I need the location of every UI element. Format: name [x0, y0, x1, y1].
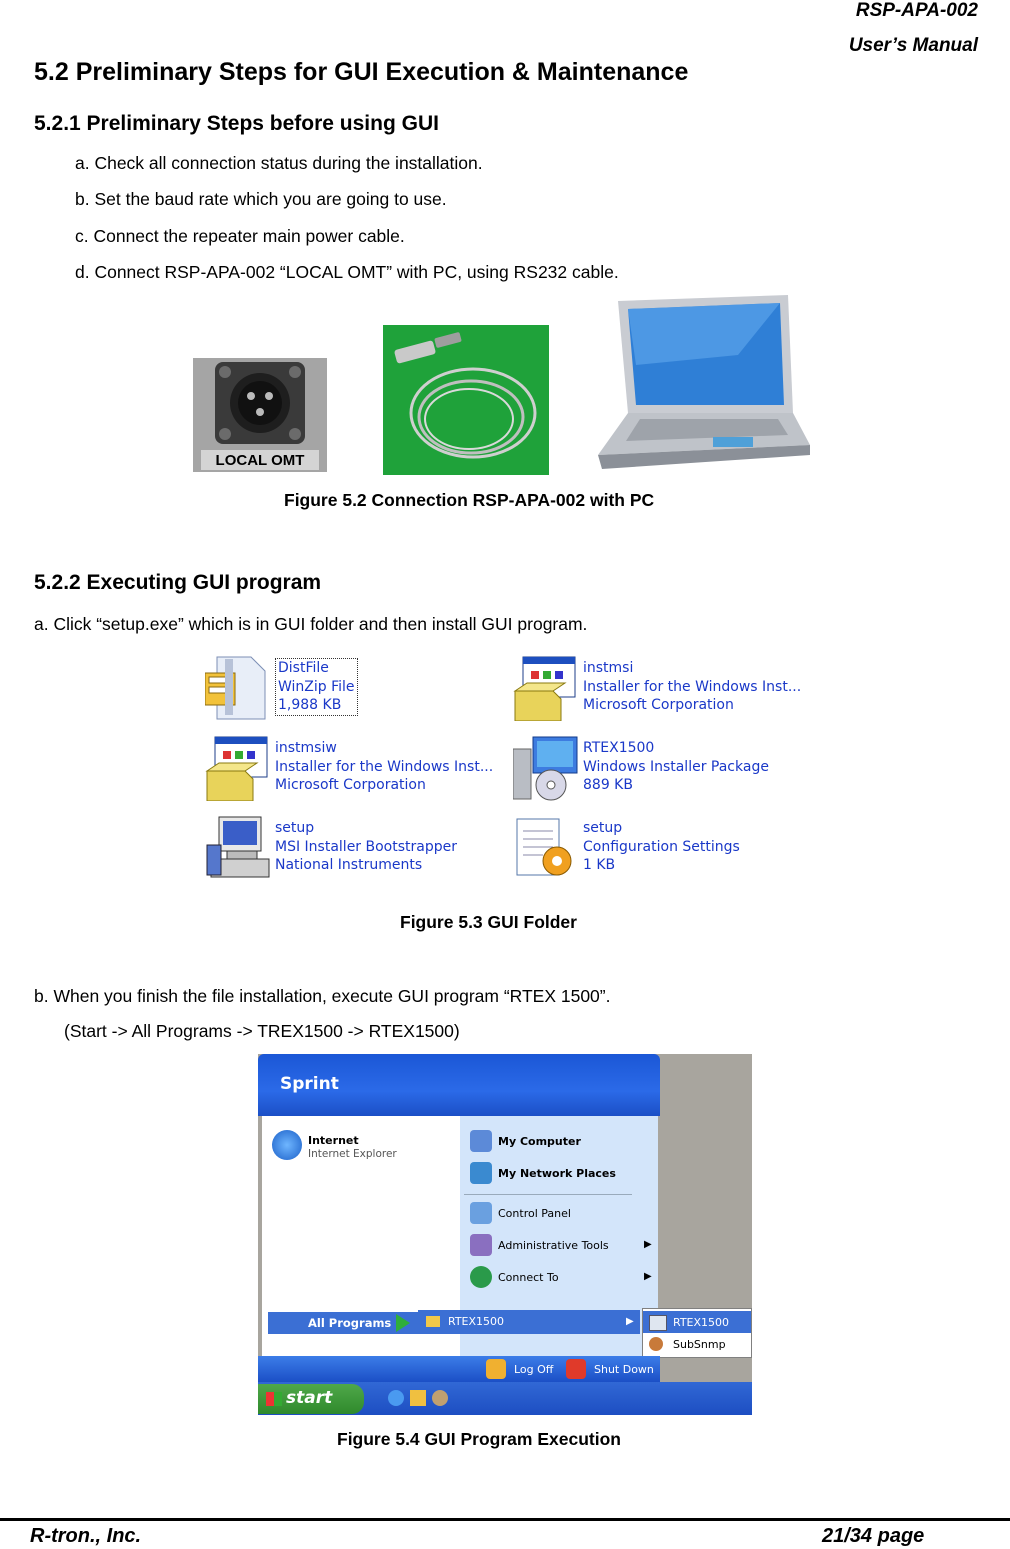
file-size: 889 KB — [583, 777, 633, 793]
file-company: Microsoft Corporation — [583, 697, 734, 713]
ie-quicklaunch-icon[interactable] — [388, 1390, 404, 1406]
setup-computer-icon — [205, 815, 271, 881]
all-programs-label: All Programs — [308, 1316, 392, 1330]
log-off-icon — [486, 1359, 506, 1379]
submenu-subsnmp[interactable]: SubSnmp — [673, 1338, 726, 1351]
file-company: Microsoft Corporation — [275, 777, 426, 793]
file-type: Windows Installer Package — [583, 758, 769, 775]
figure-5-2-caption: Figure 5.2 Connection RSP-APA-002 with PC — [284, 490, 655, 510]
chevron-right-icon: ▶ — [626, 1316, 634, 1327]
program-submenu — [642, 1308, 752, 1358]
subsnmp-icon — [649, 1337, 663, 1351]
chevron-right-icon: ▶ — [644, 1271, 652, 1282]
figure-5-3-caption: Figure 5.3 GUI Folder — [400, 912, 577, 932]
file-type: Installer for the Windows Inst... — [275, 758, 494, 775]
app-icon — [649, 1315, 667, 1331]
file-name: setup — [583, 820, 623, 836]
installer-icon — [513, 655, 579, 721]
file-name: DistFile — [278, 660, 329, 676]
pinned-internet-sub: Internet Explorer — [308, 1148, 397, 1160]
local-omt-connector-photo — [193, 358, 327, 472]
local-omt-label: LOCAL OMT — [215, 452, 305, 469]
start-menu-footer — [258, 1356, 660, 1382]
file-type: Installer for the Windows Inst... — [583, 678, 802, 695]
winzip-icon — [205, 655, 271, 721]
menu-connect-to[interactable]: Connect To — [498, 1271, 559, 1284]
file-company: National Instruments — [275, 857, 423, 873]
file-item-instmsiw[interactable] — [205, 735, 505, 805]
config-settings-icon — [513, 815, 579, 881]
file-size: 1 KB — [583, 857, 616, 873]
connect-to-icon — [470, 1266, 492, 1288]
log-off-button[interactable]: Log Off — [514, 1363, 554, 1376]
user-name: Sprint — [280, 1074, 339, 1094]
file-item-setup-exe[interactable] — [205, 815, 505, 885]
menu-control-panel[interactable]: Control Panel — [498, 1207, 571, 1220]
my-network-places-icon — [470, 1162, 492, 1184]
section-title: 5.2 Preliminary Steps for GUI Execution & Maintenance — [34, 58, 689, 86]
file-item-distfile[interactable] — [205, 655, 505, 725]
subsection-title-5-2-2: 5.2.2 Executing GUI program — [34, 571, 322, 594]
menu-divider — [464, 1194, 632, 1195]
shut-down-button[interactable]: Shut Down — [594, 1363, 654, 1376]
file-name: instmsiw — [275, 740, 337, 756]
menu-my-computer[interactable]: My Computer — [498, 1135, 581, 1148]
footer-company: R-tron., Inc. — [30, 1525, 142, 1547]
file-item-rtex1500[interactable] — [513, 735, 813, 805]
step-a: a. Check all connection status during the installation. — [75, 153, 483, 173]
exec-step-b-path: (Start -> All Programs -> TREX1500 -> RTEX1500) — [64, 1021, 460, 1041]
file-name: setup — [275, 820, 315, 836]
all-programs-button[interactable] — [268, 1312, 418, 1334]
file-item-setup-ini[interactable] — [513, 815, 813, 885]
file-name: instmsi — [583, 660, 634, 676]
control-panel-icon — [470, 1202, 492, 1224]
exec-step-b: b. When you finish the file installation, execute GUI program “RTEX 1500”. — [34, 986, 611, 1006]
subsection-title-5-2-1: 5.2.1 Preliminary Steps before using GUI — [34, 112, 439, 135]
chevron-right-icon: ▶ — [644, 1239, 652, 1250]
file-type: MSI Installer Bootstrapper — [275, 838, 457, 855]
laptop-pc-photo — [588, 295, 812, 473]
start-button[interactable] — [258, 1384, 364, 1414]
file-type: WinZip File — [278, 678, 355, 695]
document-id: RSP-APA-002 — [855, 0, 978, 21]
figure-5-4-caption: Figure 5.4 GUI Program Execution — [337, 1429, 621, 1449]
menu-my-network-places[interactable]: My Network Places — [498, 1167, 616, 1180]
footer-divider — [0, 1518, 1010, 1521]
file-item-instmsi[interactable] — [513, 655, 813, 725]
file-size: 1,988 KB — [278, 697, 342, 713]
msi-package-icon — [513, 735, 579, 801]
file-type: Configuration Settings — [583, 838, 740, 855]
folder-icon — [426, 1316, 440, 1327]
green-arrow-icon — [396, 1314, 410, 1332]
step-b: b. Set the baud rate which you are going to use. — [75, 189, 447, 209]
step-d: d. Connect RSP-APA-002 “LOCAL OMT” with PC, using RS232 cable. — [75, 262, 619, 282]
start-menu-screenshot — [258, 1054, 752, 1415]
footer-page-number: 21/34 page — [822, 1525, 925, 1547]
administrative-tools-icon — [470, 1234, 492, 1256]
step-c: c. Connect the repeater main power cable. — [75, 226, 405, 246]
start-menu-header — [258, 1054, 660, 1116]
document-type: User’s Manual — [848, 35, 978, 56]
program-folder-rtex1500[interactable] — [418, 1310, 640, 1334]
exec-step-a: a. Click “setup.exe” which is in GUI folder and then install GUI program. — [34, 614, 588, 634]
pinned-internet[interactable]: Internet — [308, 1134, 359, 1147]
submenu-rtex1500[interactable]: RTEX1500 — [673, 1316, 730, 1329]
my-computer-icon — [470, 1130, 492, 1152]
shut-down-icon — [566, 1359, 586, 1379]
windows-logo-icon — [266, 1392, 282, 1406]
start-label: start — [286, 1388, 333, 1408]
quicklaunch-icon[interactable] — [410, 1390, 426, 1406]
file-name: RTEX1500 — [583, 740, 655, 756]
installer-icon — [205, 735, 271, 801]
rs232-cable-photo — [383, 325, 549, 475]
quicklaunch-icon[interactable] — [432, 1390, 448, 1406]
program-folder-label: RTEX1500 — [448, 1315, 505, 1328]
internet-explorer-icon — [272, 1130, 302, 1160]
menu-administrative-tools[interactable]: Administrative Tools — [498, 1239, 609, 1252]
